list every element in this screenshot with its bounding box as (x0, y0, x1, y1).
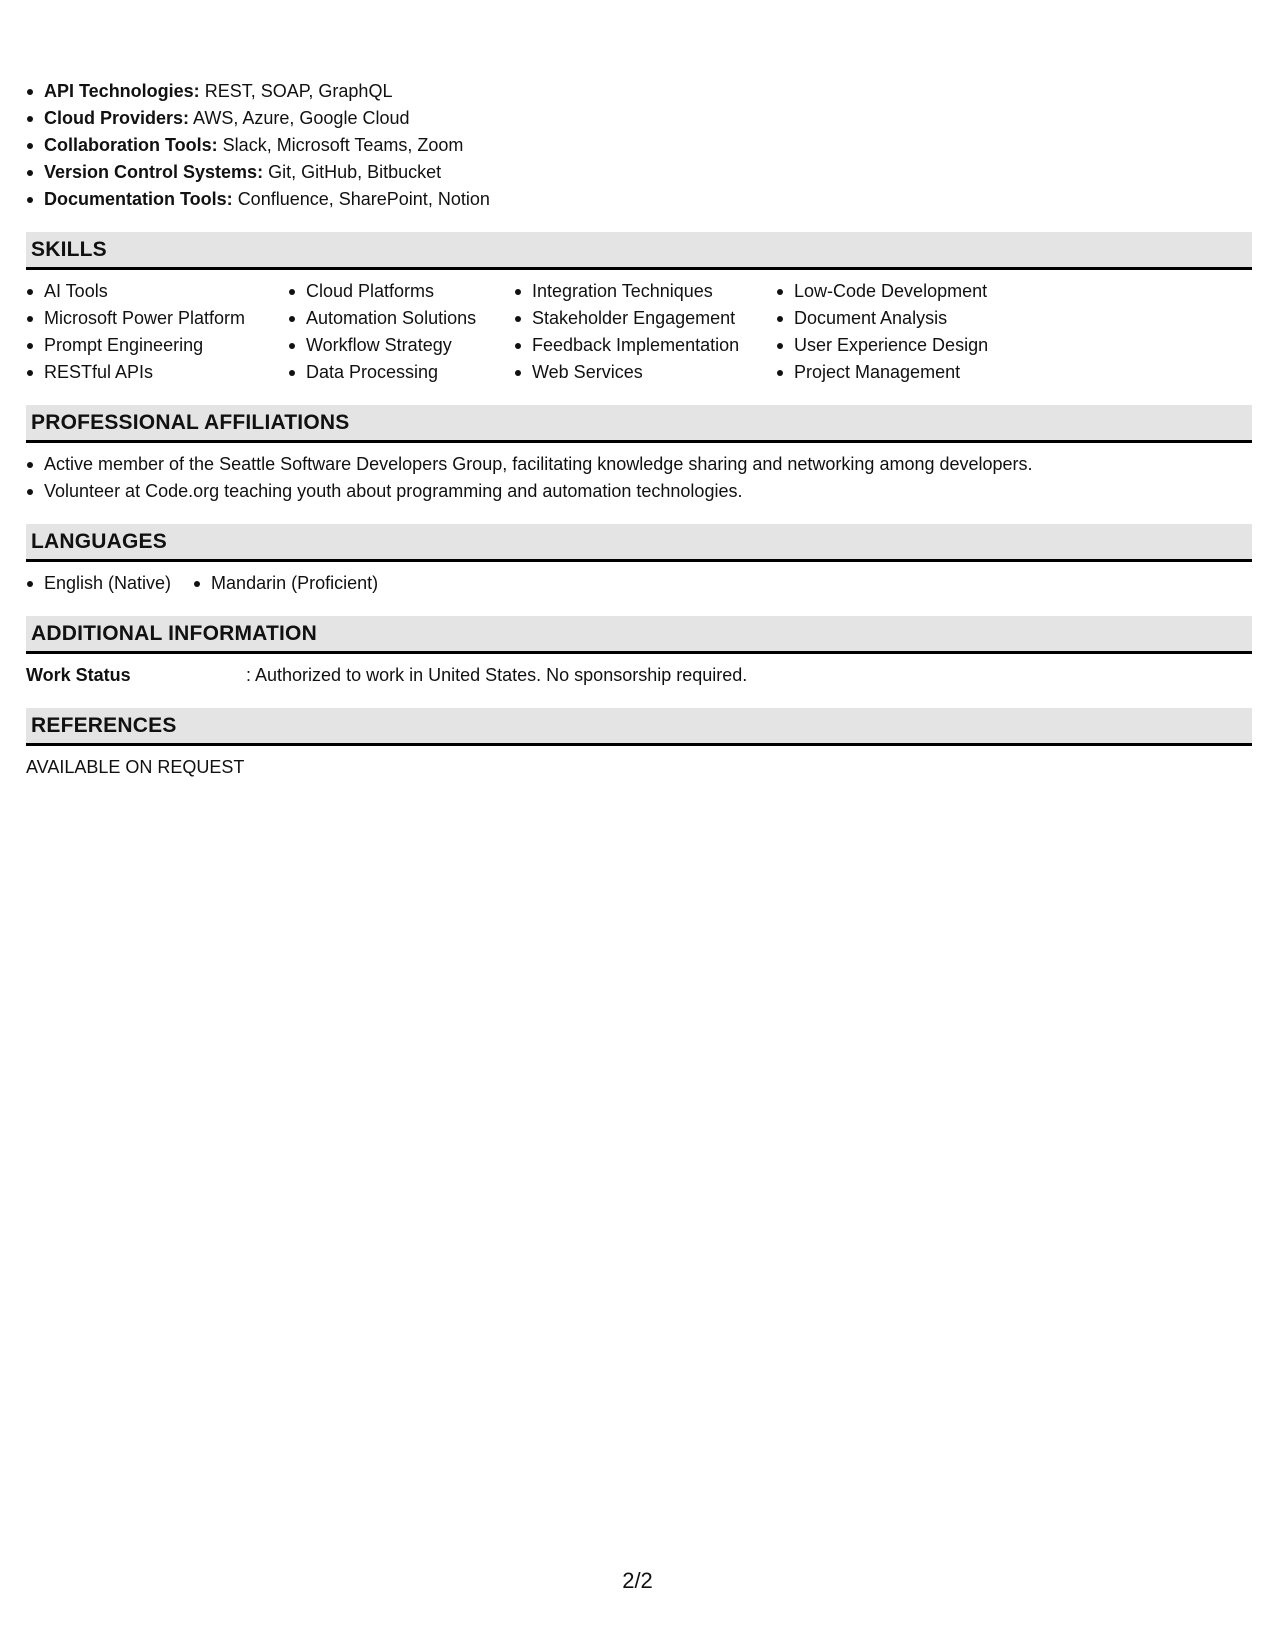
references-header (26, 708, 1252, 746)
list-item (26, 78, 1252, 105)
references-text: AVAILABLE ON REQUEST (26, 757, 245, 777)
list-item: Prompt Engineering (26, 332, 288, 359)
work-status-label: Work Status (26, 665, 131, 685)
tech-label: Collaboration Tools: (44, 135, 218, 155)
resume-page (26, 78, 1252, 781)
list-item: Stakeholder Engagement (514, 305, 776, 332)
list-item: Document Analysis (776, 305, 1036, 332)
list-item: Mandarin (Proficient) (193, 570, 378, 597)
skills-grid (26, 278, 1252, 386)
affiliations-header (26, 405, 1252, 443)
tech-value: AWS, Azure, Google Cloud (193, 108, 410, 128)
list-item: RESTful APIs (26, 359, 288, 386)
skills-column (26, 278, 288, 386)
list-item (26, 159, 1252, 186)
section-title: ADDITIONAL INFORMATION (31, 622, 317, 645)
list-item (26, 186, 1252, 213)
languages-header (26, 524, 1252, 562)
list-item: Workflow Strategy (288, 332, 514, 359)
skills-column (776, 278, 1036, 386)
tech-value: Git, GitHub, Bitbucket (268, 162, 442, 182)
languages-list (26, 570, 1252, 597)
list-item: Active member of the Seattle Software Developers Group, facilitating knowledge sharing and networking among developers. (26, 451, 1252, 478)
section-title: LANGUAGES (31, 530, 167, 553)
tech-value: REST, SOAP, GraphQL (204, 81, 393, 101)
page-number: 2/2 (622, 1568, 653, 1593)
skills-header (26, 232, 1252, 270)
list-item: Feedback Implementation (514, 332, 776, 359)
list-item: Cloud Platforms (288, 278, 514, 305)
tech-value: Confluence, SharePoint, Notion (237, 189, 490, 209)
tech-label: API Technologies: (44, 81, 200, 101)
section-title: SKILLS (31, 238, 107, 261)
work-status-row (26, 662, 1252, 689)
section-title: REFERENCES (31, 714, 177, 737)
skills-column (514, 278, 776, 386)
tech-label: Cloud Providers: (44, 108, 190, 128)
technical-list (26, 78, 1252, 213)
affiliations-list (26, 451, 1252, 505)
list-item: Automation Solutions (288, 305, 514, 332)
list-item: Integration Techniques (514, 278, 776, 305)
list-item: English (Native) (26, 570, 171, 597)
list-item: AI Tools (26, 278, 288, 305)
tech-label: Version Control Systems: (44, 162, 264, 182)
tech-label: Documentation Tools: (44, 189, 233, 209)
skills-column (288, 278, 514, 386)
list-item: Microsoft Power Platform (26, 305, 288, 332)
list-item: User Experience Design (776, 332, 1036, 359)
list-item: Data Processing (288, 359, 514, 386)
list-item: Low-Code Development (776, 278, 1036, 305)
list-item (26, 132, 1252, 159)
list-item: Project Management (776, 359, 1036, 386)
tech-value: Slack, Microsoft Teams, Zoom (222, 135, 464, 155)
list-item (26, 105, 1252, 132)
section-title: PROFESSIONAL AFFILIATIONS (31, 411, 350, 434)
work-status-value: : Authorized to work in United States. No sponsorship required. (246, 665, 748, 685)
list-item: Web Services (514, 359, 776, 386)
list-item: Volunteer at Code.org teaching youth about programming and automation technologies. (26, 478, 1252, 505)
additional-header (26, 616, 1252, 654)
